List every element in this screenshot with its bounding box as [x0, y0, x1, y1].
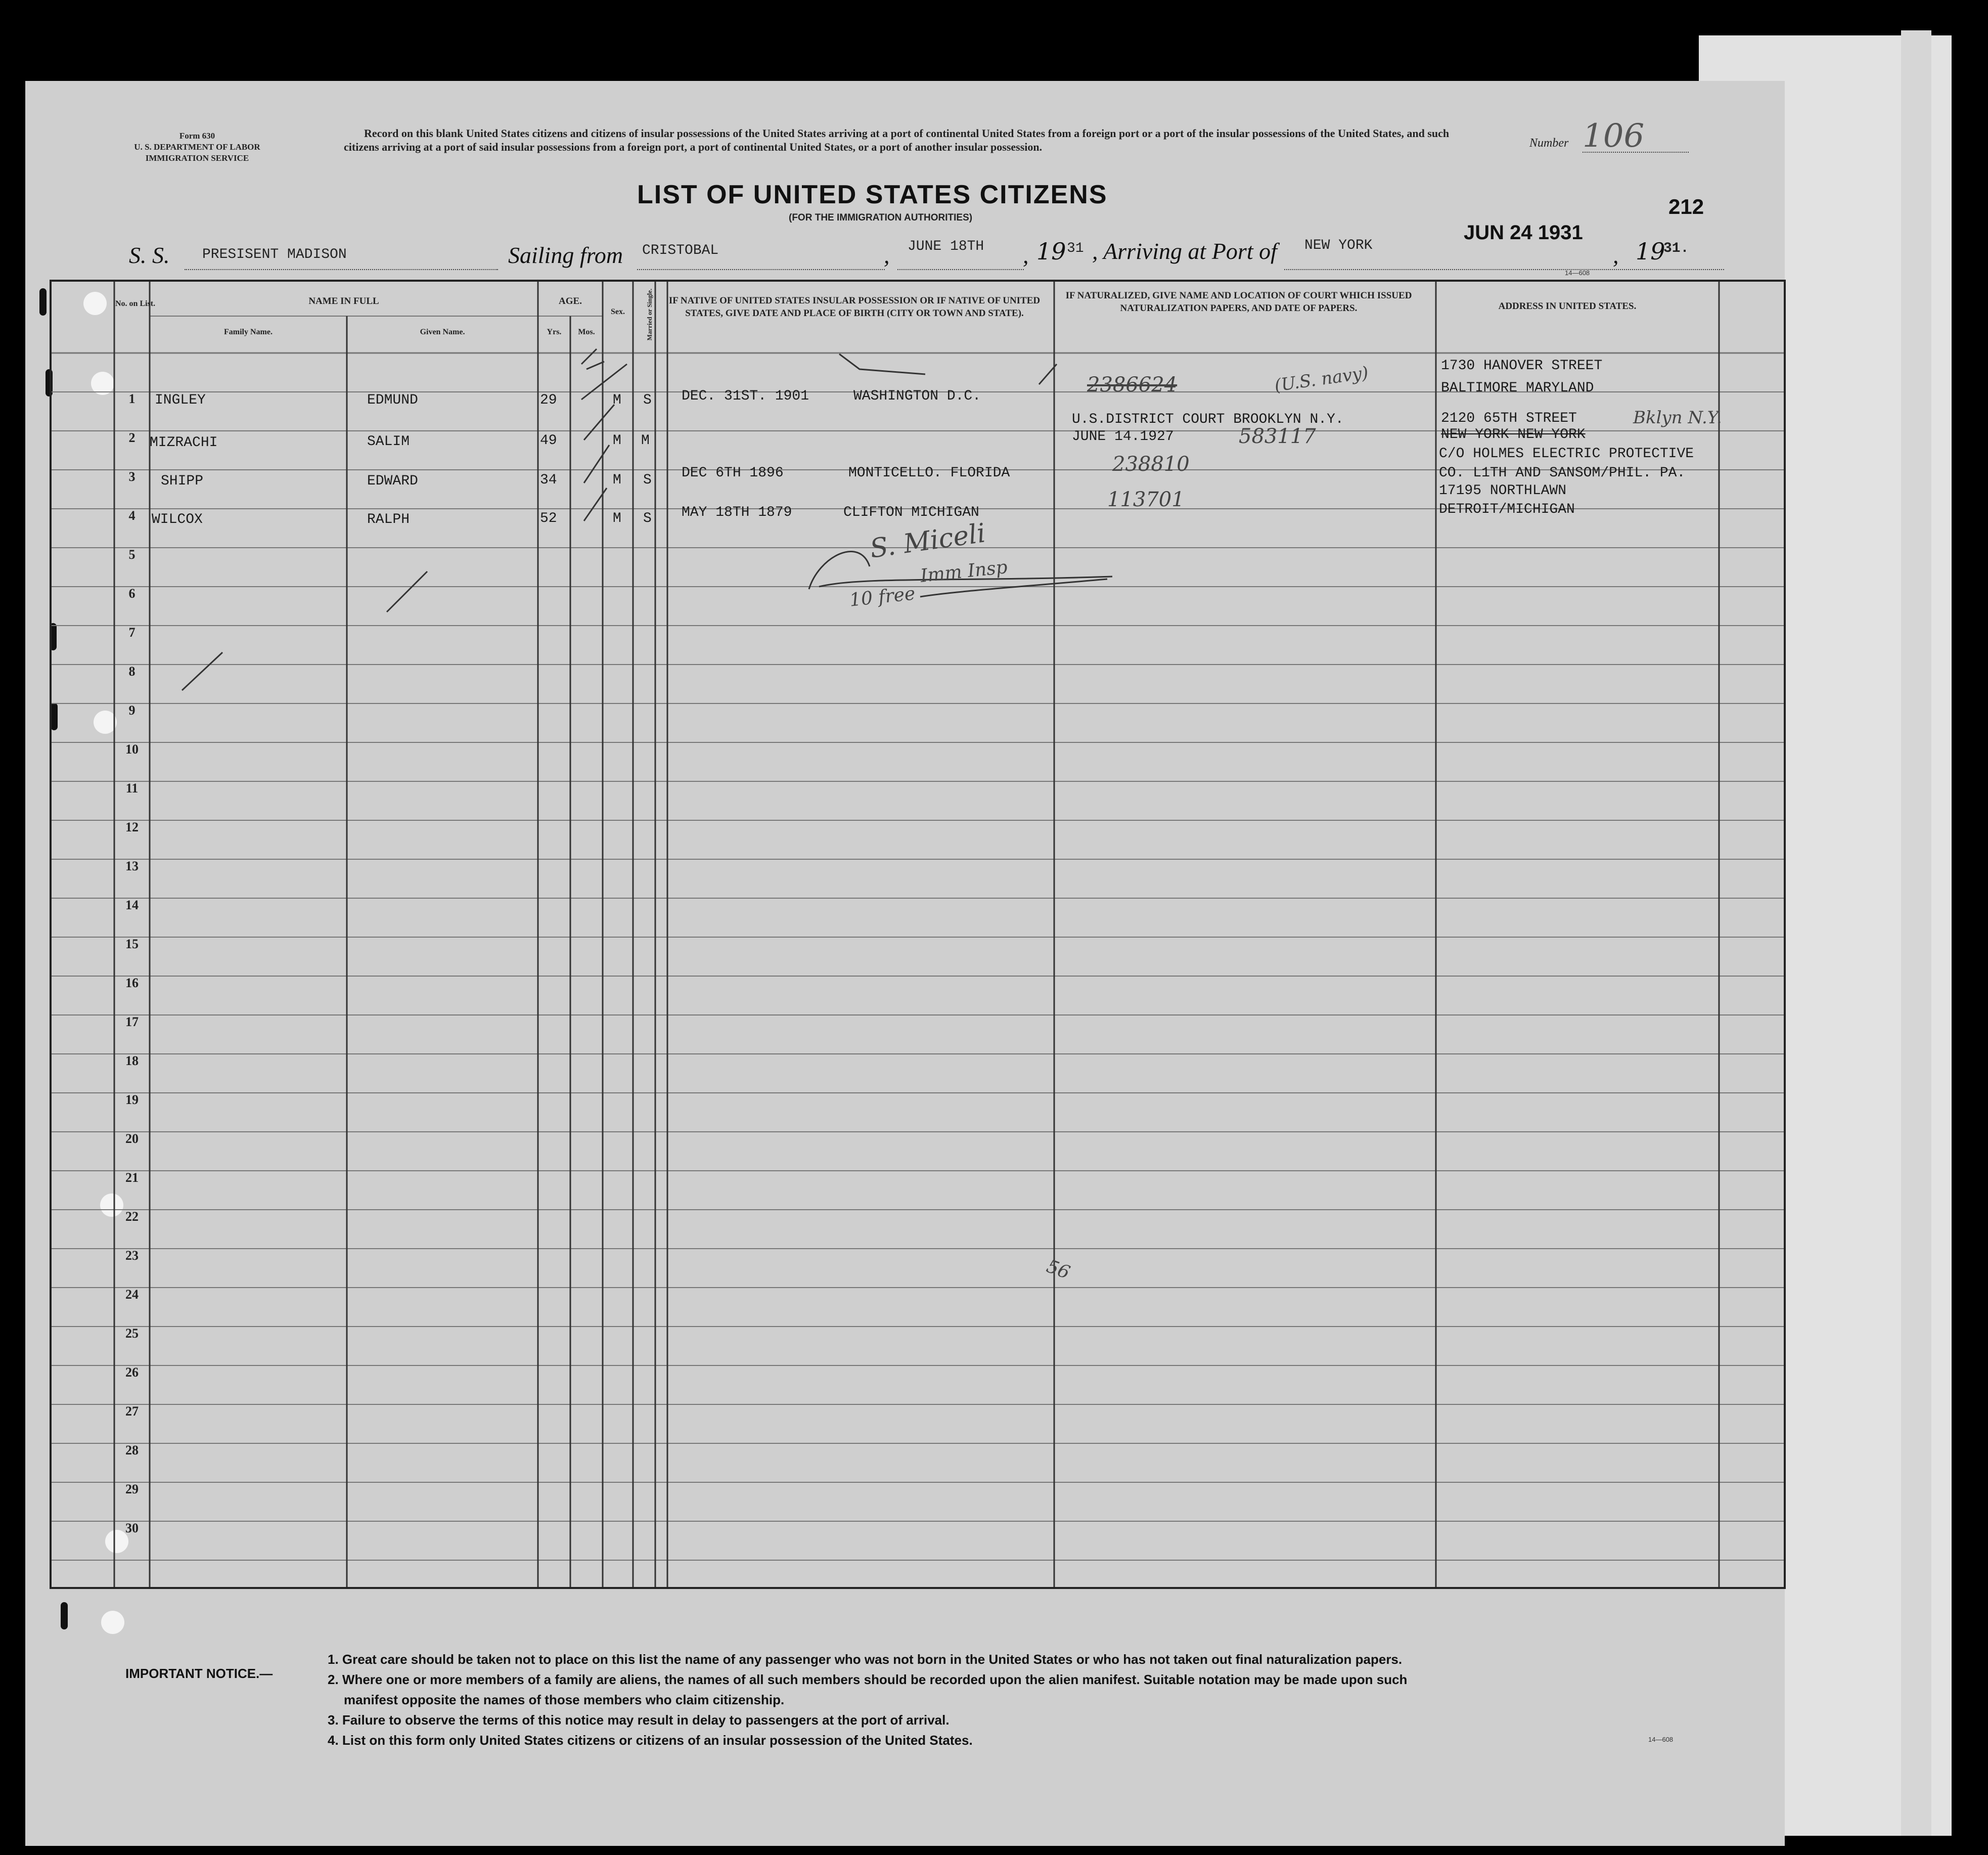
- row-number: 2: [128, 430, 135, 445]
- number-value: 106: [1583, 117, 1645, 155]
- row-number: 17: [125, 1014, 139, 1029]
- stray-mark: [387, 571, 427, 612]
- printer-note: 14—608: [1565, 269, 1590, 277]
- row-number: 15: [125, 937, 139, 951]
- row-number: 9: [128, 703, 135, 718]
- row-number: 22: [125, 1209, 139, 1224]
- page-subtitle: (FOR THE IMMIGRATION AUTHORITIES): [789, 212, 973, 223]
- passenger-family-name: SHIPP: [161, 473, 204, 489]
- ship-name: PRESISENT MADISON: [202, 247, 347, 262]
- naturalization-number: 113701: [1107, 488, 1185, 511]
- notice-item-4: 4. List on this form only United States citizens or citizens of an insular possession of the United States.: [328, 1733, 973, 1748]
- inspector-signature: S. Miceli: [868, 518, 987, 564]
- naturalization-note: (U.S. navy): [1273, 363, 1370, 396]
- row-number: 21: [125, 1170, 139, 1185]
- passenger-sex: M: [613, 472, 621, 488]
- col-header-name: NAME IN FULL: [308, 296, 379, 306]
- row-number: 26: [125, 1365, 139, 1380]
- passenger-birth-place: MONTICELLO. FLORIDA: [848, 465, 1010, 481]
- sailing-date: JUNE 18TH: [908, 239, 984, 254]
- notice-item-2: 2. Where one or more members of a family are aliens, the names of all such members should be recorded upon the alien manifest. Suitable notation may be made upon such: [328, 1672, 1408, 1687]
- row-number: 29: [125, 1482, 139, 1496]
- passenger-sex: M: [613, 433, 621, 449]
- col-header-age: AGE.: [559, 296, 582, 306]
- notice-item-3: 3. Failure to observe the terms of this notice may result in delay to passengers at the port of arrival.: [328, 1712, 950, 1728]
- col-header-sex: Sex.: [611, 307, 625, 316]
- inspector-note: 10 free: [848, 583, 917, 611]
- page-title: LIST OF UNITED STATES CITIZENS: [637, 180, 1108, 209]
- arriving-label-text: Arriving at Port of: [1103, 238, 1277, 264]
- row-number: 30: [125, 1521, 139, 1535]
- row-number: 4: [128, 508, 135, 523]
- col-header-family: Family Name.: [224, 328, 273, 336]
- passenger-birth-place: CLIFTON MICHIGAN: [843, 505, 979, 520]
- col-header-no: No. on List.: [115, 299, 156, 308]
- comma: ,: [1023, 242, 1029, 268]
- tick-mark: [581, 349, 597, 364]
- ss-label: S. S.: [129, 242, 170, 268]
- row-number: 13: [125, 859, 139, 873]
- naturalization-court: U.S.DISTRICT COURT BROOKLYN N.Y.: [1072, 412, 1344, 427]
- passenger-age: 29: [540, 392, 557, 408]
- misc-note: 56: [1044, 1256, 1073, 1284]
- col-header-birth: IF NATIVE OF UNITED STATES INSULAR POSSESSION OR IF NATIVE OF UNITED STATES, GIVE DATE AND PLACE OF BIRTH (CITY OR TOWN AND STATE).: [668, 295, 1041, 319]
- address-line-1: 1730 HANOVER STREET: [1441, 358, 1603, 374]
- tick-mark: [586, 362, 604, 369]
- passenger-family-name: WILCOX: [152, 512, 203, 527]
- row-number: 12: [125, 820, 139, 834]
- row-number: 5: [128, 547, 135, 562]
- row-number: 11: [125, 781, 139, 796]
- passenger-given-name: EDWARD: [367, 473, 418, 489]
- passenger-birth-place: WASHINGTON D.C.: [853, 388, 981, 404]
- row-number: 14: [125, 898, 139, 912]
- row-number: 7: [128, 625, 135, 640]
- department-name: U. S. DEPARTMENT OF LABOR: [134, 142, 260, 152]
- passenger-age: 52: [540, 511, 557, 526]
- notice-item-2-continued: manifest opposite the names of those members who claim citizenship.: [344, 1692, 785, 1707]
- notice-item-1: 1. Great care should be taken not to place on this list the name of any passenger who was not born in the United States or who has not taken out final naturalization papers.: [328, 1652, 1403, 1667]
- naturalization-number: 583117: [1239, 425, 1316, 448]
- row-number: 3: [128, 469, 135, 484]
- passenger-family-name: MIZRACHI: [150, 435, 218, 451]
- service-name: IMMIGRATION SERVICE: [145, 153, 249, 163]
- col-header-mos: Mos.: [578, 328, 595, 336]
- row-number: 27: [125, 1404, 139, 1419]
- address-line-2: CO. L1TH AND SANSOM/PHIL. PA.: [1439, 465, 1686, 481]
- passenger-birth-date: MAY 18TH 1879: [682, 505, 792, 520]
- arrival-year-prefix: 19: [1636, 238, 1665, 265]
- passenger-sex: M: [613, 392, 621, 408]
- sailing-label: Sailing from: [508, 242, 623, 268]
- tick-mark: [584, 445, 609, 483]
- row-number: 10: [125, 742, 139, 757]
- notice-heading: IMPORTANT NOTICE.—: [125, 1666, 273, 1681]
- number-label: Number: [1529, 137, 1569, 150]
- inspector-title: Imm Insp: [919, 557, 1009, 587]
- footer-code: 14—608: [1648, 1736, 1674, 1743]
- sailing-year: 31: [1067, 241, 1084, 256]
- col-header-married: Married or Single.: [646, 288, 653, 341]
- tick-mark: [584, 405, 614, 440]
- naturalization-number: 2386624: [1087, 373, 1178, 396]
- row-number: 28: [125, 1443, 139, 1458]
- comma: ,: [1613, 242, 1619, 268]
- passenger-marital-status: S: [643, 472, 652, 488]
- col-header-naturalized: IF NATURALIZED, GIVE NAME AND LOCATION OF COURT WHICH ISSUED NATURALIZATION PAPERS, AND DATE OF PAPERS.: [1065, 290, 1412, 314]
- page-number: 212: [1668, 195, 1704, 218]
- sailing-year-prefix: 19: [1036, 238, 1066, 265]
- row-number: 25: [125, 1326, 139, 1341]
- passenger-birth-date: DEC 6TH 1896: [682, 465, 784, 481]
- stray-mark: [182, 652, 222, 690]
- row-number: 20: [125, 1131, 139, 1146]
- form-number: Form 630: [179, 131, 215, 141]
- passenger-given-name: RALPH: [367, 512, 410, 527]
- address-handwritten-correction: Bklyn N.Y.: [1633, 408, 1722, 428]
- row-number: 23: [125, 1248, 139, 1263]
- col-header-yrs: Yrs.: [547, 328, 562, 336]
- arrival-port: NEW YORK: [1304, 238, 1373, 253]
- form-instructions: Record on this blank United States citizens and citizens of insular possessions of the United States arriving at a port of continental United States from a foreign port or a port of the insular possessions of the United States, and such citizens arriving at a port of said insular possessions from a foreign port, a port of continental United States, or a port of another insular possession.: [344, 127, 1450, 153]
- row-number: 16: [125, 976, 139, 990]
- arriving-label: , Arriving at Port of: [1092, 238, 1277, 264]
- tick-mark: [839, 354, 925, 374]
- arrival-date-stamp: JUN 24 1931: [1464, 222, 1583, 244]
- naturalization-date: JUNE 14.1927: [1072, 429, 1174, 445]
- col-header-address: ADDRESS IN UNITED STATES.: [1498, 301, 1637, 312]
- col-header-given: Given Name.: [420, 328, 465, 336]
- passenger-marital-status: M: [641, 433, 650, 449]
- row-number: 24: [125, 1287, 139, 1302]
- passenger-birth-date: DEC. 31ST. 1901: [682, 388, 809, 404]
- sailing-port: CRISTOBAL: [642, 243, 719, 258]
- passenger-marital-status: S: [643, 511, 652, 526]
- passenger-marital-status: S: [643, 392, 652, 408]
- passenger-given-name: EDMUND: [367, 392, 418, 408]
- address-line-1: C/O HOLMES ELECTRIC PROTECTIVE: [1439, 446, 1694, 462]
- address-line-2: BALTIMORE MARYLAND: [1441, 380, 1594, 396]
- address-line-2: NEW YORK NEW YORK: [1441, 427, 1586, 443]
- address-line-2: DETROIT/MICHIGAN: [1439, 502, 1575, 517]
- row-number: 8: [128, 664, 135, 679]
- address-line-1: 2120 65TH STREET: [1441, 411, 1577, 426]
- arrival-year: 31.: [1663, 241, 1689, 256]
- row-number: 19: [125, 1092, 139, 1107]
- passenger-age: 49: [540, 433, 557, 449]
- passenger-family-name: INGLEY: [155, 392, 206, 408]
- row-number: 6: [128, 586, 135, 601]
- passenger-given-name: SALIM: [367, 434, 410, 450]
- passenger-sex: M: [613, 511, 621, 526]
- row-number: 18: [125, 1053, 139, 1068]
- comma: ,: [884, 242, 890, 268]
- naturalization-number: 238810: [1112, 453, 1190, 476]
- row-number: 1: [128, 391, 135, 406]
- address-line-1: 17195 NORTHLAWN: [1439, 483, 1567, 499]
- passenger-age: 34: [540, 472, 557, 488]
